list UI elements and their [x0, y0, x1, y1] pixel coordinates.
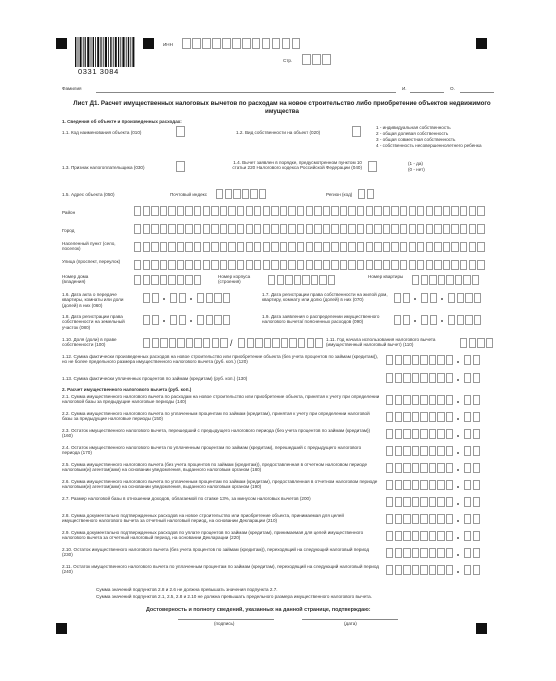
section2-item-rub-cells[interactable]: [386, 565, 455, 576]
field-1-1-cells[interactable]: [176, 126, 186, 137]
barcode-number: 0331 3084: [78, 67, 119, 76]
section2-item-rub-cells[interactable]: [386, 446, 455, 457]
district-cells[interactable]: [134, 206, 486, 217]
date-separator: [414, 298, 416, 300]
field-1-12-kop[interactable]: [464, 355, 481, 366]
settlement-cells[interactable]: [134, 242, 486, 253]
section2-item-label: 2.3. Остаток имущественного налогового вычета, перешедший с предыдущего налогового периода (без учета процентов по займам (кредитам)) (160): [62, 428, 371, 439]
barcode: [74, 37, 136, 67]
section2-item-rub-cells[interactable]: [386, 463, 455, 474]
confirmation-text: Достоверность и полноту сведений, указанных на данной странице, подтверждаю:: [146, 607, 371, 613]
field-1-5-label: 1.5. Адрес объекта (050): [62, 192, 115, 197]
decimal-separator: [457, 571, 459, 573]
section2-item-kop-cells[interactable]: [464, 429, 481, 440]
region-label: Регион (код): [326, 192, 353, 197]
field-1-1-label: 1.1. Код наименования объекта (010): [62, 130, 142, 135]
ownership-option-2: 2 - общая долевая собственность: [376, 131, 449, 136]
field-1-6-month[interactable]: [170, 293, 187, 304]
page-number-cells[interactable]: [302, 54, 332, 65]
decimal-separator: [457, 537, 459, 539]
corner-mark-top-middle: [143, 38, 154, 49]
section2-item-label: 2.8. Сумма документально подтвержденных расходов на новое строительство или приобретение объекта, принимаемая для целей имущественного налогового вычета за отчетный налоговый период, на основании Декларации (210): [62, 513, 344, 524]
field-1-6-day[interactable]: [143, 293, 160, 304]
inn-label: ИНН: [163, 42, 173, 47]
ownership-option-4: 4 - собственность несовершеннолетнего ребенка: [376, 143, 482, 148]
date-separator: [163, 298, 165, 300]
sheet-title: Лист Д1. Расчет имущественных налоговых вычетов по расходам на новое строительство либо приобретение объектов недвижимого имущества: [73, 100, 491, 115]
date-separator: [441, 320, 443, 322]
region-cells[interactable]: [358, 189, 375, 200]
field-1-9-label: 1.9. Дата заявления о распределении имущественного налогового вычета/ поясненных расходов (090): [262, 314, 380, 325]
city-label: Город: [62, 228, 75, 233]
section2-item-label: 2.1. Сумма имущественного налогового вычета по расходам на новое строительство или приобретение объекта, принятая к учету при определении налоговой базы за предыдущие налоговые периоды (140): [62, 394, 380, 405]
section2-item-rub-cells[interactable]: [386, 412, 455, 423]
field-1-2-cells[interactable]: [352, 126, 362, 137]
field-1-9-day[interactable]: [394, 315, 411, 326]
initial-second-label: О.: [450, 86, 455, 91]
field-1-8-year[interactable]: [197, 315, 231, 326]
ownership-option-3: 3 - общая совместная собственность: [376, 137, 456, 142]
inn-cells[interactable]: [182, 38, 302, 49]
section2-item-rub-cells[interactable]: [386, 531, 455, 542]
section2-item-kop-cells[interactable]: [464, 497, 481, 508]
corner-mark-top-right: [476, 38, 487, 49]
section1-heading: 1. Сведения об объекте и произведенных расходах:: [62, 119, 182, 124]
field-1-9-year[interactable]: [448, 315, 482, 326]
field-1-6-label: 1.6. Дата акта о передаче квартиры, комнаты или доли (долей) в них (060): [62, 292, 124, 308]
field-1-7-label: 1.7. Дата регистрации права собственности на жилой дом, квартиру, комнату или долю (долей) в них (070): [262, 292, 388, 303]
field-1-8-label: 1.8. Дата регистрации права собственности на земельный участок (080): [62, 314, 125, 330]
field-1-8-month[interactable]: [170, 315, 187, 326]
page-label: Стр.: [283, 58, 293, 63]
district-label: Район: [62, 210, 76, 215]
apartment-number-label: Номер квартиры: [368, 274, 404, 279]
field-1-11-cells[interactable]: [460, 338, 494, 349]
section2-item-label: 2.4. Остаток имущественного налогового вычета по уплаченным процентам по займам (кредитам), перешедший с предыдущего налогового периода (170): [62, 445, 362, 456]
section2-item-label: 2.7. Размер налоговой базы в отношении доходов, облагаемой по ставке 13%, за минусом налоговых вычетов (200): [62, 496, 311, 501]
field-1-11-label: 1.11. Год начала использования налогового вычета (имущественный налоговый вычет) (110): [326, 337, 436, 348]
street-label: Улица (проспект, переулок): [62, 259, 121, 264]
signature-line[interactable]: [178, 619, 274, 620]
ownership-option-1: 1 - индивидуальная собственность: [376, 125, 451, 130]
field-1-9-month[interactable]: [421, 315, 438, 326]
section2-item-kop-cells[interactable]: [464, 548, 481, 559]
section2-item-label: 2.5. Сумма имущественного налогового вычета (без учета процентов по займам (кредитам)), предоставленная в отчетном налоговом периоде налоговым(и) агентом(ами) на основании уведомления, выданного налоговым органом (180): [62, 462, 368, 473]
section2-item-kop-cells[interactable]: [464, 480, 481, 491]
house-number-cells[interactable]: [134, 275, 203, 286]
date-separator: [190, 320, 192, 322]
section2-item-label: 2.2. Сумма имущественного налогового вычета по уплаченным процентам по займам (кредитам), принятая к учету при определении налоговой базы за предыдущие налоговые периоды (150): [62, 411, 370, 422]
signature-caption: (подпись): [214, 621, 235, 626]
field-1-12-label: 1.12. Сумма фактически произведенных расходов на новое строительство или приобретение объекта (без учета процентов по займам (кредитам)), но не более предельного размера имущественного налогового вычета (руб. коп.) (120): [62, 354, 379, 365]
decimal-separator: [457, 401, 459, 403]
section2-item-label: 2.6. Сумма имущественного налогового вычета по уплаченным процентам по займам (кредитам), предоставленная в отчетном налоговом периоде налоговым(и) агентом(ами) на основании уведомления, выданного налоговым органом (190): [62, 479, 378, 490]
decimal-separator: [457, 361, 459, 363]
date-separator: [163, 320, 165, 322]
section2-heading: 2. Расчет имущественного налогового вычета (руб. коп.): [62, 387, 192, 392]
decimal-separator: [457, 554, 459, 556]
field-1-12-rub[interactable]: [386, 355, 455, 366]
section2-item-rub-cells[interactable]: [386, 514, 455, 525]
decimal-separator: [457, 379, 459, 381]
decimal-separator: [457, 503, 459, 505]
surname-line[interactable]: [96, 92, 396, 93]
initial-second-line[interactable]: [460, 92, 494, 93]
field-1-4-option-yes: (1 - да): [408, 161, 423, 166]
city-cells[interactable]: [134, 224, 486, 235]
section2-item-rub-cells[interactable]: [386, 497, 455, 508]
decimal-separator: [457, 469, 459, 471]
date-line[interactable]: [302, 619, 398, 620]
section2-item-kop-cells[interactable]: [464, 446, 481, 457]
decimal-separator: [457, 418, 459, 420]
corner-mark-bottom-right: [476, 623, 487, 634]
section2-item-kop-cells[interactable]: [464, 412, 481, 423]
field-1-8-day[interactable]: [143, 315, 160, 326]
section2-item-kop-cells[interactable]: [464, 514, 481, 525]
field-1-10-denominator[interactable]: [238, 338, 324, 349]
postal-code-cells[interactable]: [216, 189, 267, 200]
field-1-4-cells[interactable]: [368, 161, 378, 172]
field-1-3-label: 1.3. Признак налогоплательщика (030): [62, 165, 145, 170]
initial-first-line[interactable]: [410, 92, 444, 93]
field-1-4-label: 1.4. Вычет заявлен в порядке, предусмотренном пунктом 10 статьи 220 Налогового кодекса Российской Федерации (040): [232, 160, 362, 171]
settlement-label: Населенный пункт (село, поселок): [62, 241, 116, 252]
field-1-4-option-no: (0 - нет): [408, 167, 425, 172]
field-1-13-kop[interactable]: [464, 373, 481, 384]
field-1-13-label: 1.13. Сумма фактически уплаченных процентов по займам (кредитам) (руб. коп.) (130): [62, 376, 248, 381]
building-number-label: Номер корпуса (строения): [218, 274, 251, 285]
section2-item-label: 2.11. Остаток имущественного налогового вычета по уплаченным процентам по займам (кредитам), переходящий на следующий налоговый период (240): [62, 564, 379, 575]
section2-item-rub-cells[interactable]: [386, 429, 455, 440]
corner-mark-top-left: [56, 38, 67, 49]
field-1-3-cells[interactable]: [176, 161, 186, 172]
section2-item-label: 2.9. Сумма документально подтвержденных расходов по уплате процентов по займам (кредитам), принимаемая для целей имущественного налогового вычета за отчетный налоговый период, на основании Декларации (220): [62, 530, 364, 541]
section2-item-rub-cells[interactable]: [386, 480, 455, 491]
initial-first-label: И.: [402, 86, 407, 91]
house-number-label: Номер дома (владения): [62, 274, 89, 285]
field-1-7-day[interactable]: [394, 293, 411, 304]
field-1-7-month[interactable]: [421, 293, 438, 304]
postal-code-label: Почтовый индекс: [170, 192, 208, 197]
field-1-7-year[interactable]: [448, 293, 482, 304]
section2-item-kop-cells[interactable]: [464, 565, 481, 576]
fraction-slash: /: [230, 338, 233, 348]
field-1-2-label: 1.2. Вид собственности на объект (020): [236, 130, 321, 135]
section2-item-kop-cells[interactable]: [464, 463, 481, 474]
section2-item-kop-cells[interactable]: [464, 531, 481, 542]
decimal-separator: [457, 452, 459, 454]
field-1-6-year[interactable]: [197, 293, 231, 304]
field-1-10-numerator[interactable]: [143, 338, 229, 349]
section2-item-kop-cells[interactable]: [464, 395, 481, 406]
section2-item-rub-cells[interactable]: [386, 395, 455, 406]
street-cells[interactable]: [134, 260, 486, 271]
date-separator: [414, 320, 416, 322]
surname-label: Фамилия: [62, 86, 82, 91]
note-2: Сумма значений подпунктов 2.1, 2.5, 2.8 и 2.10 не должна превышать предельного размера имущественного налогового вычета.: [96, 594, 372, 599]
decimal-separator: [457, 486, 459, 488]
apartment-number-cells[interactable]: [412, 275, 481, 286]
date-caption: (дата): [344, 621, 357, 626]
section2-item-label: 2.10. Остаток имущественного налогового вычета (без учета процентов по займам (кредитам)), переходящий на следующий налоговый период (230): [62, 547, 370, 558]
field-1-13-rub[interactable]: [386, 373, 455, 384]
decimal-separator: [457, 520, 459, 522]
date-separator: [190, 298, 192, 300]
corner-mark-bottom-left: [56, 623, 67, 634]
building-number-cells[interactable]: [268, 275, 337, 286]
decimal-separator: [457, 435, 459, 437]
field-1-10-label: 1.10. Доля (доли) в праве собственности (100): [62, 337, 117, 348]
section2-item-rub-cells[interactable]: [386, 548, 455, 559]
note-1: Сумма значений подпунктов 2.8 и 2.6 не должна превышать значения подпункта 2.7.: [96, 587, 278, 592]
date-separator: [441, 298, 443, 300]
